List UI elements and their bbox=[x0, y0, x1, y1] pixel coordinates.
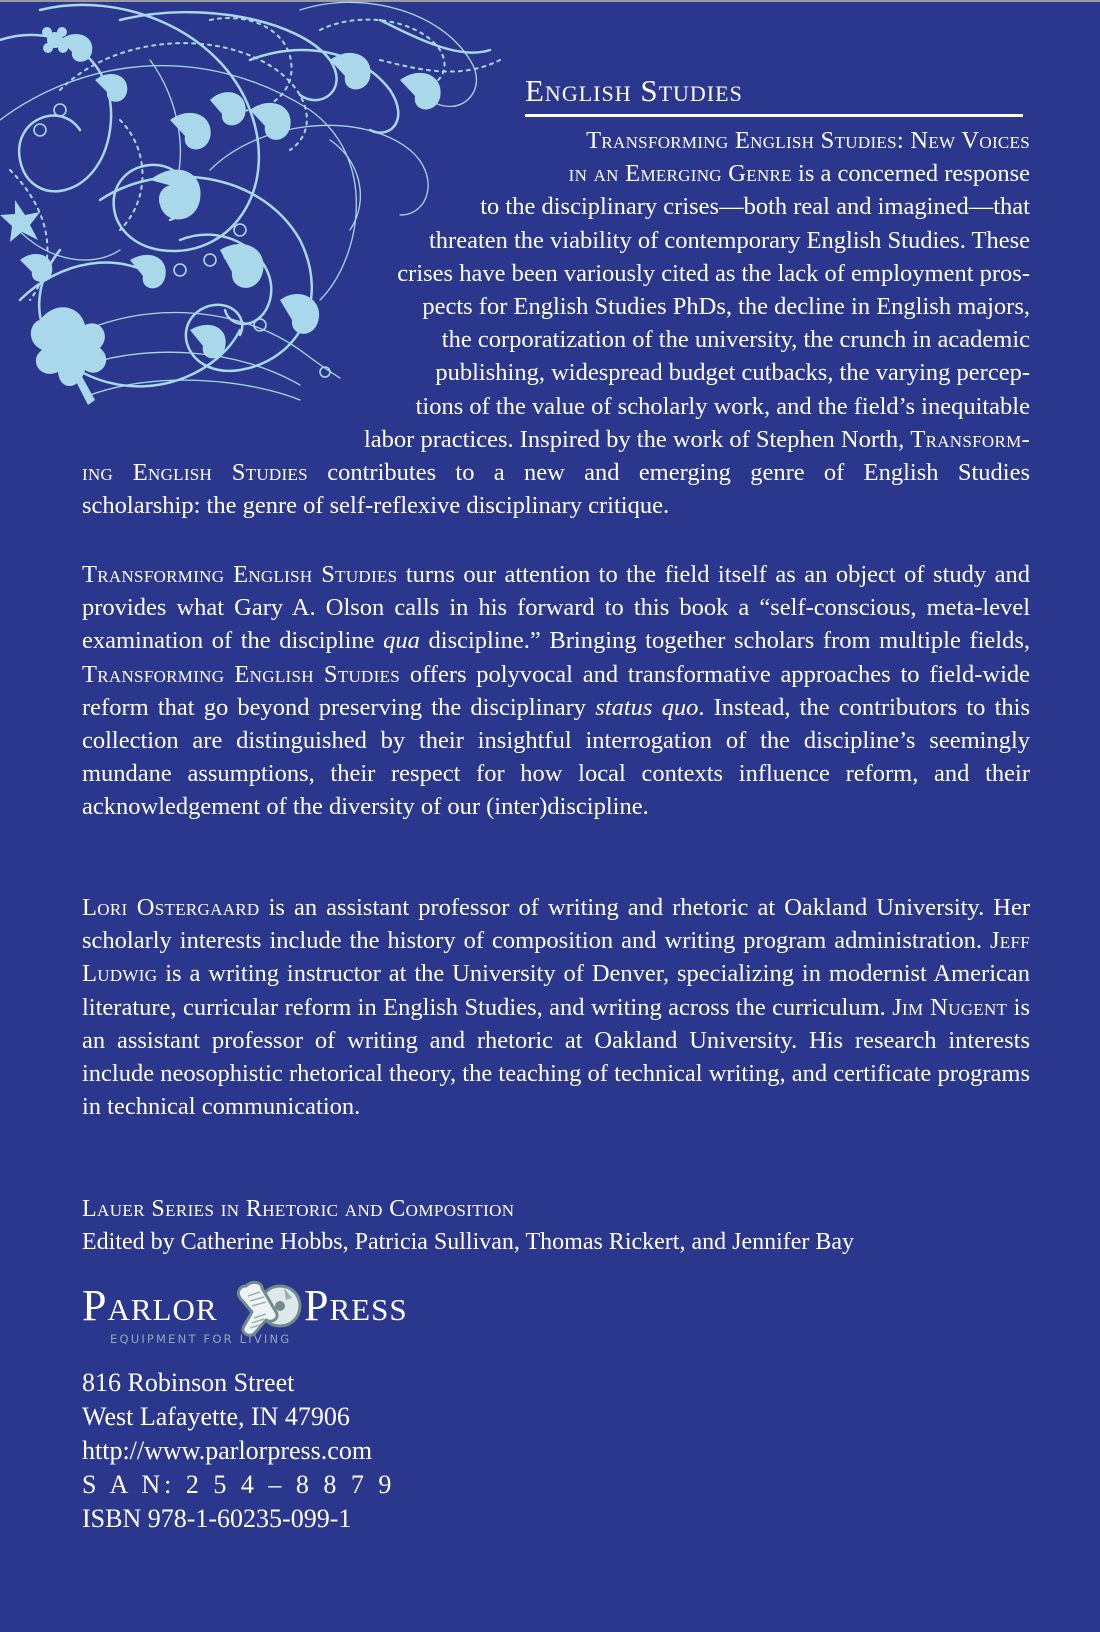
desc-line-10 bbox=[82, 423, 1030, 456]
series-name: Lauer Series in Rhetoric and Composition bbox=[82, 1196, 515, 1222]
description-paragraph-1 bbox=[82, 124, 1030, 522]
desc-line-11 bbox=[82, 456, 1030, 489]
desc-text: offers polyvocal and transformative approaches to field-wide reform that go beyond preserving the disciplinary bbox=[82, 660, 1030, 721]
desc-text: turns our attention to the field itself as an object of study and provides what Gary A. Olson calls in his forward to this book a “self-conscious, meta-level examination of the discipline bbox=[82, 561, 1030, 655]
author-name: Lori Ostergaard bbox=[82, 894, 260, 921]
desc-text: is a concerned response bbox=[791, 160, 1030, 188]
description-paragraph-2 bbox=[82, 558, 1030, 824]
book-title-small-caps: ing English Studies bbox=[82, 459, 308, 487]
desc-line-5: crises have been variously cited as the lack of employment pros- bbox=[397, 259, 1030, 287]
desc-text: contributes to a new and emerging genre of English Studies bbox=[307, 459, 1030, 487]
italic-text: qua bbox=[383, 627, 420, 655]
isbn-number: ISBN 978-1-60235-099-1 bbox=[82, 1504, 352, 1533]
author-bio: is an assistant professor of writing and rhetoric at Oakland University. His research interests include neosophistic rhetorical theory, the teaching of technical writing, and certificate programs in technical communication. bbox=[82, 993, 1031, 1121]
section-title: English Studies bbox=[525, 72, 1023, 117]
desc-text: . Instead, the contributors to this collection are distinguished by their insightful interrogation of the discipline’s seemingly mundane assumptions, their respect for how local contexts influence reform, and their acknowledgement of the diversity of our (inter)discipline. bbox=[82, 693, 1030, 821]
desc-line-1 bbox=[82, 124, 1030, 157]
book-title-small-caps: Transforming English Studies bbox=[82, 561, 398, 588]
italic-text: status quo bbox=[595, 693, 699, 721]
desc-text: discipline.” Bringing together scholars from multiple fields, bbox=[419, 627, 1030, 655]
desc-line-3: to the disciplinary crises—both real and imagined—that bbox=[480, 193, 1030, 221]
desc-line-8: publishing, widespread budget cutbacks, the varying percep- bbox=[435, 359, 1030, 387]
logo-tagline: EQUIPMENT FOR LIVING bbox=[110, 1332, 292, 1346]
book-title-small-caps: Transform- bbox=[910, 425, 1030, 453]
author-bio: is a writing instructor at the University of Denver, specializing in modernist American literature, curricular reform in English Studies, and writing across the curriculum. bbox=[82, 960, 1030, 1021]
desc-line-7: the corporatization of the university, the crunch in academic bbox=[441, 326, 1030, 354]
desc-text: labor practices. Inspired by the work of Stephen North, bbox=[363, 425, 911, 453]
desc-line-9: tions of the value of scholarly work, and the field’s inequitable bbox=[415, 392, 1030, 420]
scroll-and-disc-icon bbox=[232, 1276, 304, 1338]
book-title-small-caps: Transforming English Studies bbox=[82, 660, 401, 688]
author-name: Jeff Ludwig bbox=[82, 927, 1030, 988]
san-number: S A N: 2 5 4 – 8 8 7 9 bbox=[82, 1470, 396, 1499]
author-bios bbox=[82, 891, 1030, 1123]
series-editors: Edited by Catherine Hobbs, Patricia Sullivan, Thomas Rickert, and Jennifer Bay bbox=[82, 1229, 855, 1255]
publisher-website: http://www.parlorpress.com bbox=[82, 1436, 373, 1465]
author-name: Jim Nugent bbox=[892, 993, 1008, 1021]
address-street: 816 Robinson Street bbox=[82, 1368, 295, 1397]
logo-word-parlor: Parlor bbox=[82, 1281, 218, 1330]
desc-line-2 bbox=[82, 157, 1030, 190]
book-title-small-caps: Transforming English Studies: New Voices bbox=[586, 127, 1030, 154]
desc-line-12: scholarship: the genre of self-reflexive disciplinary critique. bbox=[82, 492, 670, 520]
publisher-logo bbox=[82, 1280, 442, 1350]
address-city: West Lafayette, IN 47906 bbox=[82, 1402, 350, 1431]
series-info bbox=[82, 1193, 854, 1259]
desc-line-4: threaten the viability of contemporary English Studies. These bbox=[428, 226, 1030, 254]
book-subtitle-small-caps: in an Emerging Genre bbox=[568, 160, 792, 188]
author-bio: is an assistant professor of writing and rhetoric at Oakland University. Her scholarly interests include the history of composition and writing program administration. bbox=[82, 894, 1030, 955]
desc-line-6: pects for English Studies PhDs, the decline in English majors, bbox=[422, 293, 1030, 321]
logo-word-press: Press bbox=[304, 1281, 408, 1330]
publisher-contact bbox=[82, 1366, 395, 1536]
